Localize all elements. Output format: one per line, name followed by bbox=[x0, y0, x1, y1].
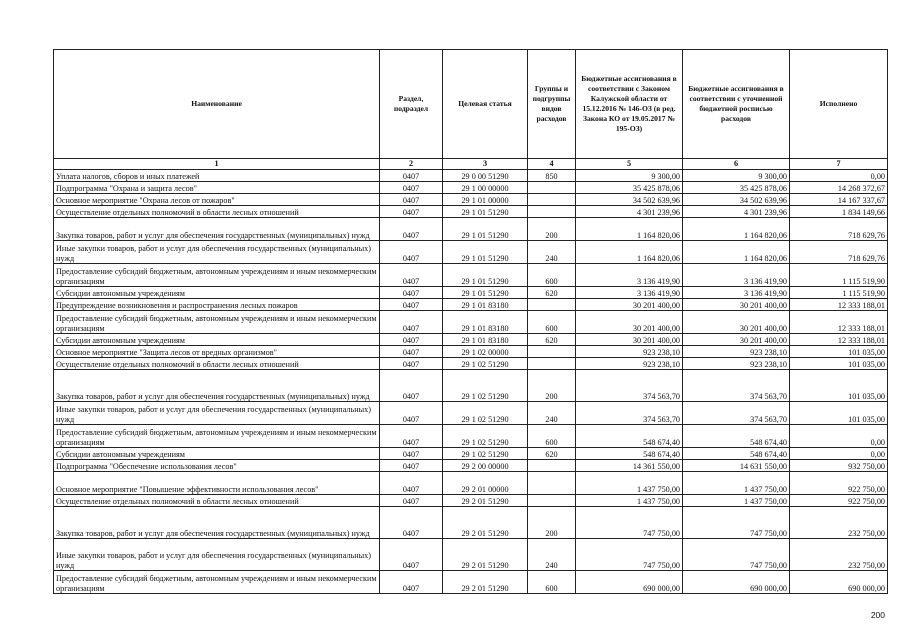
table-row bbox=[54, 346, 888, 358]
row-section: 0407 bbox=[380, 241, 443, 264]
row-target-article: 29 2 01 51290 bbox=[443, 507, 528, 539]
row-section: 0407 bbox=[380, 182, 443, 194]
table-row bbox=[54, 170, 888, 182]
row-budget-refined: 548 674,40 bbox=[683, 425, 790, 448]
table-row bbox=[54, 460, 888, 472]
row-budget-refined: 1 437 750,00 bbox=[683, 495, 790, 507]
row-target-article: 29 2 01 00000 bbox=[443, 472, 528, 495]
row-section: 0407 bbox=[380, 287, 443, 299]
row-budget-refined: 1 164 820,06 bbox=[683, 241, 790, 264]
row-section: 0407 bbox=[380, 460, 443, 472]
row-name: Предоставление субсидий бюджетным, автономным учреждениям и иным некоммерческим организациям bbox=[54, 311, 380, 334]
row-budget-law: 3 136 419,90 bbox=[576, 287, 683, 299]
row-expense-group bbox=[528, 299, 576, 311]
row-name: Иные закупки товаров, работ и услуг для обеспечения государственных (муниципальных) нужд bbox=[54, 539, 380, 571]
row-executed: 12 333 188,01 bbox=[790, 334, 888, 346]
row-expense-group: 620 bbox=[528, 448, 576, 460]
row-budget-law: 690 000,00 bbox=[576, 571, 683, 594]
row-section: 0407 bbox=[380, 170, 443, 182]
row-budget-refined: 374 563,70 bbox=[683, 370, 790, 402]
row-section: 0407 bbox=[380, 507, 443, 539]
row-budget-refined: 923 238,10 bbox=[683, 346, 790, 358]
row-budget-refined: 14 631 550,00 bbox=[683, 460, 790, 472]
column-number: 1 bbox=[54, 159, 380, 170]
table-header-row bbox=[54, 50, 888, 159]
row-name: Осуществление отдельных полномочий в области лесных отношений bbox=[54, 495, 380, 507]
row-target-article: 29 1 01 83180 bbox=[443, 334, 528, 346]
page-number: 200 bbox=[870, 610, 885, 620]
header-section: Раздел, подраздел bbox=[380, 50, 443, 159]
row-executed: 101 035,00 bbox=[790, 370, 888, 402]
table-row bbox=[54, 287, 888, 299]
row-expense-group: 600 bbox=[528, 311, 576, 334]
row-budget-law: 1 437 750,00 bbox=[576, 472, 683, 495]
row-budget-law: 374 563,70 bbox=[576, 370, 683, 402]
table-row bbox=[54, 241, 888, 264]
row-budget-law: 548 674,40 bbox=[576, 425, 683, 448]
table-row bbox=[54, 218, 888, 241]
row-executed: 101 035,00 bbox=[790, 346, 888, 358]
row-section: 0407 bbox=[380, 448, 443, 460]
row-expense-group: 200 bbox=[528, 370, 576, 402]
row-expense-group: 200 bbox=[528, 218, 576, 241]
row-expense-group: 200 bbox=[528, 507, 576, 539]
row-budget-law: 923 238,10 bbox=[576, 346, 683, 358]
row-expense-group bbox=[528, 194, 576, 206]
row-budget-law: 548 674,40 bbox=[576, 448, 683, 460]
row-name: Основное мероприятие "Повышение эффективности использования лесов" bbox=[54, 472, 380, 495]
row-section: 0407 bbox=[380, 299, 443, 311]
row-name: Осуществление отдельных полномочий в области лесных отношений bbox=[54, 358, 380, 370]
header-budget-refined: Бюджетные ассигнования в соответствии с уточненной бюджетной росписью расходов bbox=[683, 50, 790, 159]
row-target-article: 29 1 02 51290 bbox=[443, 448, 528, 460]
table-row bbox=[54, 370, 888, 402]
row-section: 0407 bbox=[380, 264, 443, 287]
row-budget-refined: 747 750,00 bbox=[683, 539, 790, 571]
row-budget-law: 747 750,00 bbox=[576, 507, 683, 539]
row-section: 0407 bbox=[380, 472, 443, 495]
table-row bbox=[54, 206, 888, 218]
row-name: Субсидии автономным учреждениям bbox=[54, 334, 380, 346]
table-row bbox=[54, 358, 888, 370]
row-target-article: 29 1 02 51290 bbox=[443, 425, 528, 448]
row-budget-law: 30 201 400,00 bbox=[576, 334, 683, 346]
row-executed: 232 750,00 bbox=[790, 539, 888, 571]
row-name: Закупка товаров, работ и услуг для обеспечения государственных (муниципальных) нужд bbox=[54, 370, 380, 402]
table-row bbox=[54, 448, 888, 460]
table-row bbox=[54, 299, 888, 311]
row-budget-refined: 9 300,00 bbox=[683, 170, 790, 182]
table-row bbox=[54, 495, 888, 507]
table-row bbox=[54, 571, 888, 594]
row-section: 0407 bbox=[380, 194, 443, 206]
row-name: Предоставление субсидий бюджетным, автономным учреждениям и иным некоммерческим организациям bbox=[54, 264, 380, 287]
row-budget-refined: 3 136 419,90 bbox=[683, 264, 790, 287]
row-budget-refined: 747 750,00 bbox=[683, 507, 790, 539]
row-executed: 0,00 bbox=[790, 170, 888, 182]
row-target-article: 29 1 02 51290 bbox=[443, 358, 528, 370]
row-budget-law: 3 136 419,90 bbox=[576, 264, 683, 287]
row-expense-group bbox=[528, 495, 576, 507]
row-name: Закупка товаров, работ и услуг для обеспечения государственных (муниципальных) нужд bbox=[54, 218, 380, 241]
row-target-article: 29 1 02 51290 bbox=[443, 402, 528, 425]
row-executed: 12 333 188,01 bbox=[790, 311, 888, 334]
column-number-row bbox=[54, 159, 888, 170]
row-name: Иные закупки товаров, работ и услуг для обеспечения государственных (муниципальных) нужд bbox=[54, 241, 380, 264]
row-expense-group bbox=[528, 182, 576, 194]
row-expense-group bbox=[528, 460, 576, 472]
row-section: 0407 bbox=[380, 402, 443, 425]
row-name: Закупка товаров, работ и услуг для обеспечения государственных (муниципальных) нужд bbox=[54, 507, 380, 539]
row-target-article: 29 1 02 00000 bbox=[443, 346, 528, 358]
row-budget-law: 1 437 750,00 bbox=[576, 495, 683, 507]
row-executed: 232 750,00 bbox=[790, 507, 888, 539]
row-target-article: 29 1 01 51290 bbox=[443, 218, 528, 241]
row-target-article: 29 2 01 51290 bbox=[443, 495, 528, 507]
table-row bbox=[54, 334, 888, 346]
row-expense-group: 620 bbox=[528, 334, 576, 346]
header-executed: Исполнено bbox=[790, 50, 888, 159]
row-expense-group: 600 bbox=[528, 264, 576, 287]
row-section: 0407 bbox=[380, 539, 443, 571]
header-expense-groups: Группы и подгруппы видов расходов bbox=[528, 50, 576, 159]
row-target-article: 29 1 01 83180 bbox=[443, 311, 528, 334]
row-budget-refined: 374 563,70 bbox=[683, 402, 790, 425]
header-name: Наименование bbox=[54, 50, 380, 159]
row-expense-group: 620 bbox=[528, 287, 576, 299]
row-executed: 101 035,00 bbox=[790, 402, 888, 425]
row-executed: 1 834 149,66 bbox=[790, 206, 888, 218]
row-executed: 101 035,00 bbox=[790, 358, 888, 370]
row-budget-law: 14 361 550,00 bbox=[576, 460, 683, 472]
row-expense-group: 850 bbox=[528, 170, 576, 182]
row-target-article: 29 1 01 51290 bbox=[443, 287, 528, 299]
row-section: 0407 bbox=[380, 346, 443, 358]
row-expense-group: 600 bbox=[528, 571, 576, 594]
row-section: 0407 bbox=[380, 334, 443, 346]
row-budget-law: 34 502 639,96 bbox=[576, 194, 683, 206]
row-budget-law: 30 201 400,00 bbox=[576, 299, 683, 311]
row-section: 0407 bbox=[380, 571, 443, 594]
row-expense-group bbox=[528, 346, 576, 358]
table-row bbox=[54, 472, 888, 495]
row-expense-group: 600 bbox=[528, 425, 576, 448]
column-number: 7 bbox=[790, 159, 888, 170]
row-budget-refined: 35 425 878,06 bbox=[683, 182, 790, 194]
column-number: 5 bbox=[576, 159, 683, 170]
row-executed: 14 268 372,67 bbox=[790, 182, 888, 194]
row-executed: 1 115 519,90 bbox=[790, 287, 888, 299]
row-name: Уплата налогов, сборов и иных платежей bbox=[54, 170, 380, 182]
row-budget-law: 747 750,00 bbox=[576, 539, 683, 571]
row-budget-law: 30 201 400,00 bbox=[576, 311, 683, 334]
row-budget-law: 923 238,10 bbox=[576, 358, 683, 370]
row-expense-group bbox=[528, 358, 576, 370]
row-expense-group bbox=[528, 206, 576, 218]
row-budget-law: 1 164 820,06 bbox=[576, 218, 683, 241]
row-budget-refined: 1 437 750,00 bbox=[683, 472, 790, 495]
row-name: Иные закупки товаров, работ и услуг для обеспечения государственных (муниципальных) нужд bbox=[54, 402, 380, 425]
row-target-article: 29 2 00 00000 bbox=[443, 460, 528, 472]
row-target-article: 29 1 01 51290 bbox=[443, 241, 528, 264]
header-budget-law: Бюджетные ассигнования в соответствии с Законом Калужской области от 15.12.2016 № 146-ОЗ (в ред. Закона КО от 19.05.2017 № 195-ОЗ) bbox=[576, 50, 683, 159]
row-section: 0407 bbox=[380, 425, 443, 448]
row-budget-refined: 690 000,00 bbox=[683, 571, 790, 594]
row-budget-refined: 30 201 400,00 bbox=[683, 299, 790, 311]
row-section: 0407 bbox=[380, 218, 443, 241]
row-name: Предоставление субсидий бюджетным, автономным учреждениям и иным некоммерческим организациям bbox=[54, 571, 380, 594]
row-budget-refined: 30 201 400,00 bbox=[683, 334, 790, 346]
row-target-article: 29 1 01 51290 bbox=[443, 206, 528, 218]
budget-table bbox=[53, 49, 888, 594]
row-budget-law: 35 425 878,06 bbox=[576, 182, 683, 194]
row-target-article: 29 1 01 00000 bbox=[443, 194, 528, 206]
column-number: 2 bbox=[380, 159, 443, 170]
row-executed: 1 115 519,90 bbox=[790, 264, 888, 287]
row-name: Субсидии автономным учреждениям bbox=[54, 448, 380, 460]
row-executed: 718 629,76 bbox=[790, 218, 888, 241]
header-target-article: Целевая статья bbox=[443, 50, 528, 159]
row-budget-refined: 548 674,40 bbox=[683, 448, 790, 460]
table-row bbox=[54, 194, 888, 206]
row-executed: 0,00 bbox=[790, 448, 888, 460]
table-row bbox=[54, 264, 888, 287]
row-executed: 922 750,00 bbox=[790, 495, 888, 507]
row-section: 0407 bbox=[380, 206, 443, 218]
row-name: Основное мероприятие "Охрана лесов от пожаров" bbox=[54, 194, 380, 206]
table-row bbox=[54, 539, 888, 571]
row-name: Подпрограмма "Обеспечение использования лесов" bbox=[54, 460, 380, 472]
table-row bbox=[54, 425, 888, 448]
row-section: 0407 bbox=[380, 495, 443, 507]
row-name: Субсидии автономным учреждениям bbox=[54, 287, 380, 299]
row-executed: 14 167 337,67 bbox=[790, 194, 888, 206]
row-budget-refined: 1 164 820,06 bbox=[683, 218, 790, 241]
row-section: 0407 bbox=[380, 370, 443, 402]
column-number: 4 bbox=[528, 159, 576, 170]
row-section: 0407 bbox=[380, 311, 443, 334]
row-expense-group: 240 bbox=[528, 402, 576, 425]
row-target-article: 29 1 02 51290 bbox=[443, 370, 528, 402]
row-name: Осуществление отдельных полномочий в области лесных отношений bbox=[54, 206, 380, 218]
row-name: Основное мероприятие "Защита лесов от вредных организмов" bbox=[54, 346, 380, 358]
row-section: 0407 bbox=[380, 358, 443, 370]
table-row bbox=[54, 402, 888, 425]
row-budget-refined: 923 238,10 bbox=[683, 358, 790, 370]
row-executed: 0,00 bbox=[790, 425, 888, 448]
table-body bbox=[54, 170, 888, 594]
row-target-article: 29 1 01 83180 bbox=[443, 299, 528, 311]
row-budget-refined: 30 201 400,00 bbox=[683, 311, 790, 334]
row-target-article: 29 2 01 51290 bbox=[443, 539, 528, 571]
row-target-article: 29 2 01 51290 bbox=[443, 571, 528, 594]
row-budget-refined: 34 502 639,96 bbox=[683, 194, 790, 206]
table-row bbox=[54, 311, 888, 334]
row-name: Подпрограмма "Охрана и защита лесов" bbox=[54, 182, 380, 194]
row-executed: 12 333 188,01 bbox=[790, 299, 888, 311]
row-executed: 690 000,00 bbox=[790, 571, 888, 594]
row-budget-law: 374 563,70 bbox=[576, 402, 683, 425]
row-executed: 922 750,00 bbox=[790, 472, 888, 495]
row-name: Предупреждение возникновения и распространения лесных пожаров bbox=[54, 299, 380, 311]
row-executed: 932 750,00 bbox=[790, 460, 888, 472]
row-target-article: 29 0 00 51290 bbox=[443, 170, 528, 182]
column-number: 3 bbox=[443, 159, 528, 170]
row-expense-group: 240 bbox=[528, 241, 576, 264]
row-budget-law: 9 300,00 bbox=[576, 170, 683, 182]
row-target-article: 29 1 01 51290 bbox=[443, 264, 528, 287]
table-row bbox=[54, 182, 888, 194]
row-expense-group: 240 bbox=[528, 539, 576, 571]
row-name: Предоставление субсидий бюджетным, автономным учреждениям и иным некоммерческим организациям bbox=[54, 425, 380, 448]
row-executed: 718 629,76 bbox=[790, 241, 888, 264]
row-budget-law: 1 164 820,06 bbox=[576, 241, 683, 264]
row-budget-refined: 3 136 419,90 bbox=[683, 287, 790, 299]
row-target-article: 29 1 00 00000 bbox=[443, 182, 528, 194]
table-row bbox=[54, 507, 888, 539]
row-budget-refined: 4 301 239,96 bbox=[683, 206, 790, 218]
row-expense-group bbox=[528, 472, 576, 495]
column-number: 6 bbox=[683, 159, 790, 170]
row-budget-law: 4 301 239,96 bbox=[576, 206, 683, 218]
